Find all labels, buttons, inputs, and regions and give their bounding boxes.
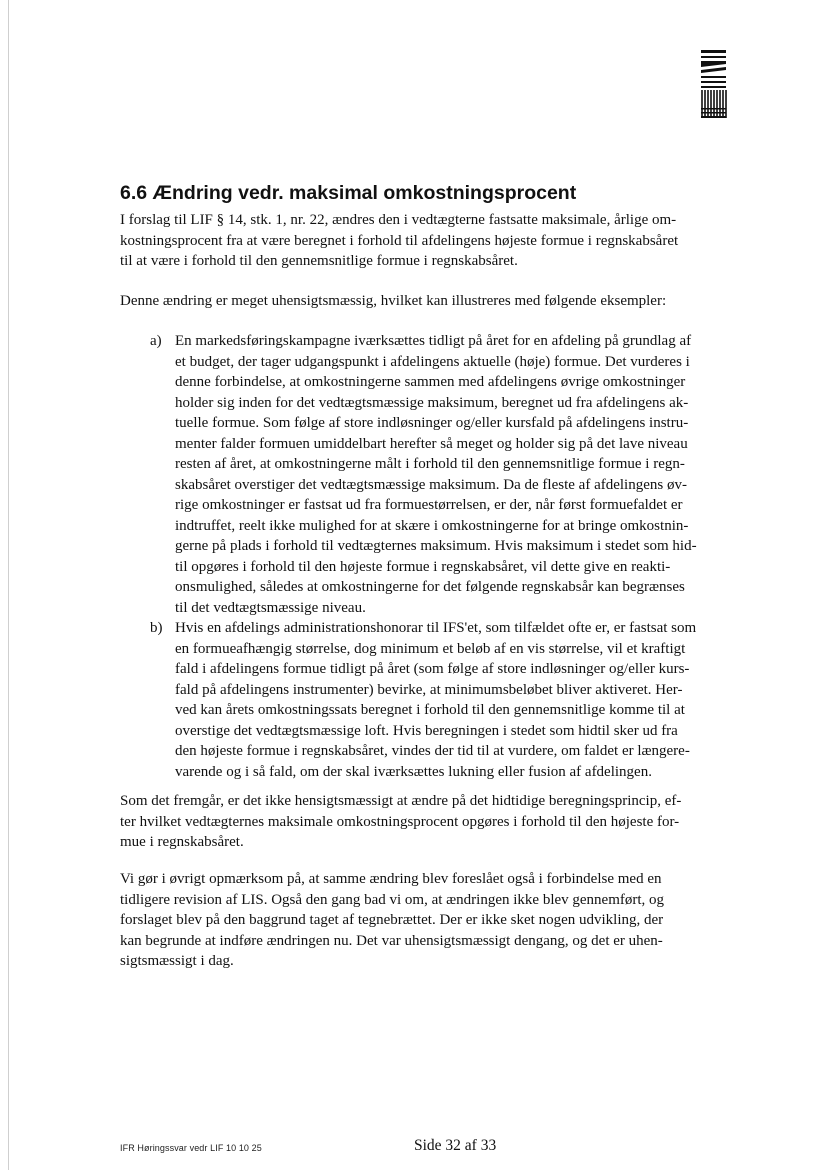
paragraph-history: Vi gør i øvrigt opmærksom på, at samme ændring blev foreslået også i forbindelse med en tidligere revision af LIS. Også den gang bad vi om, at ændringen ikke blev gennemført, og forslaget blev på den baggrund taget af tegnebrættet. Der er ikke sket nogen udvikling, der kan begrunde at indføre ændringen nu. Det var uhensigtsmæssigt dengang, og det er uhen- sigtsmæssigt i dag. xyxy=(120,871,665,970)
list-marker-b: b) xyxy=(150,620,163,636)
list-item-b-text: Hvis en afdelings administrationshonorar til IFS'et, som tilfældet ofte er, er fastsat som en formueafhængig størrelse, dog minimum et beløb af en vis størrelse, vil et kraftigt fald i afdelingens formue tidligt på året (som følge af store indløsninger og/eller kurs- fald på afdelingens instrumenter) bevirke, at minimumsbeløbet bliver aktiveret. Her- ved kan årets omkostningssats beregnet i forhold til den gennemsnitlige komme til at overstige det vedtægtsmæssige loft. Hvis beregningen i stedet som hidtil sker ud fra den højeste formue i regnskabsåret, vindes der tid til at vurdere, om faldet er længere- varende og i så fald, om der skal iværksættes lukning eller fusion af afdelingen. xyxy=(175,620,697,780)
paragraph-conclusion: Som det fremgår, er det ikke hensigtsmæssigt at ændre på det hidtidige beregningsprincip, ef- ter hvilket vedtægternes maksimale omkostningsprocent opgøres i forhold til den højeste for- mue i regnskabsåret. xyxy=(120,793,682,851)
striped-logo-icon xyxy=(698,48,728,120)
footer-document-label: IFR Høringssvar vedr LIF 10 10 25 xyxy=(120,1143,262,1153)
page-edge-line xyxy=(8,0,9,1170)
footer-page-number: Side 32 af 33 xyxy=(414,1137,497,1154)
paragraph-intro: I forslag til LIF § 14, stk. 1, nr. 22, ændres den i vedtægterne fastsatte maksimale, årlige om- kostningsprocent fra at være beregnet i forhold til afdelingens højeste formue i regnskabsåret til at være i forhold til den gennemsnitlige formue i regnskabsåret. xyxy=(120,212,679,270)
section-heading: 6.6 Ændring vedr. maksimal omkostningsprocent xyxy=(120,182,577,204)
paragraph-examples-lead: Denne ændring er meget uhensigtsmæssig, hvilket kan illustreres med følgende eksempler: xyxy=(120,293,667,309)
list-marker-a: a) xyxy=(150,333,162,349)
list-item-a-text: En markedsføringskampagne iværksættes tidligt på året for en afdeling på grundlag af et budget, der tager udgangspunkt i afdelingens aktuelle (høje) formue. Det vurderes i denne forbindelse, at omkostningerne sammen med afdelingens øvrige omkostninger holder sig inden for det vedtægtsmæssige maksimum, beregnet ud fra afdelingens ak- tuelle formue. Som følge af store indløsninger og/eller kursfald på afdelingens instru- menter falder formuen umiddelbart herefter så meget og holder sig på det lave niveau resten af året, at omkostningerne målt i forhold til den gennemsnitlige formue i regn- skabsåret overstiger det vedtægtsmæssige maksimum. Da de fleste af afdelingens øv- rige omkostninger er fastsat ud fra formuestørrelsen, er der, når først formuefaldet er indtruffet, reelt ikke mulighed for at skære i omkostningerne for at bringe omkostnin- gerne på plads i forhold til vedtægternes maksimum. Hvis maksimum i stedet som hid- til opgøres i forhold til den højeste formue i regnskabsåret, vil dette give en reakti- onsmulighed, således at omkostningerne for det følgende regnskabsår kan begrænses til det vedtægtsmæssige niveau. xyxy=(175,333,697,616)
